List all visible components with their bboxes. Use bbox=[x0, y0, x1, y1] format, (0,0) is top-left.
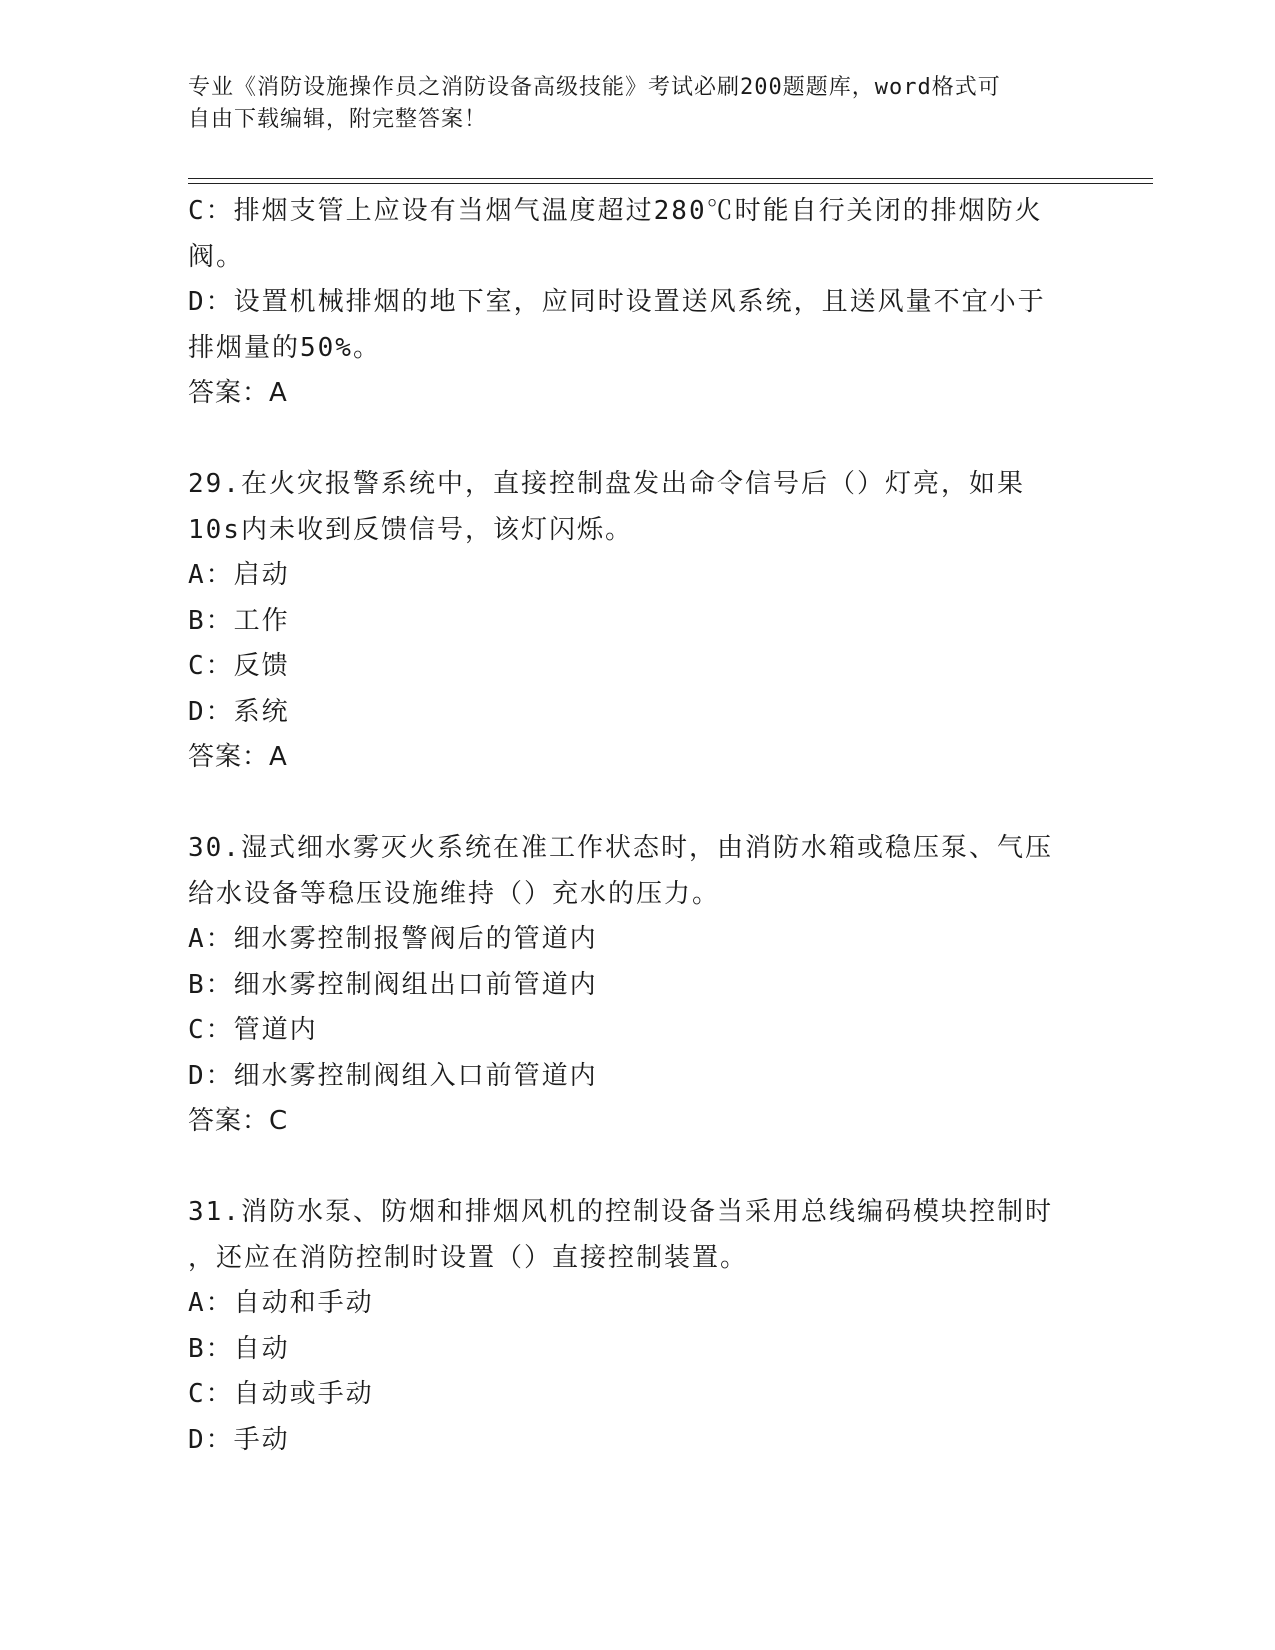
option-c-line-1: C：排烟支管上应设有当烟气温度超过280℃时能自行关闭的排烟防火 bbox=[188, 196, 1043, 226]
question-stem-line-2: 给水设备等稳压设施维持（）充水的压力。 bbox=[188, 878, 721, 909]
option-c: C：自动或手动 bbox=[188, 1379, 374, 1409]
option-d: D：手动 bbox=[188, 1424, 290, 1455]
header-rule-top bbox=[188, 178, 1153, 179]
question-block-30 bbox=[188, 826, 1088, 1145]
header-line-2: 自由下载编辑，附完整答案！ bbox=[188, 107, 488, 132]
question-stem-line-2: ，还应在消防控制时设置（）直接控制装置。 bbox=[188, 1242, 749, 1273]
option-d-line-1: D：设置机械排烟的地下室，应同时设置送风系统，且送风量不宜小于 bbox=[188, 287, 1046, 317]
question-list bbox=[188, 189, 1088, 1463]
spacer bbox=[188, 1145, 1088, 1191]
option-b: B：细水雾控制阀组出口前管道内 bbox=[188, 969, 598, 1000]
option-c: C：管道内 bbox=[188, 1015, 318, 1045]
question-stem-line-1: 31.消防水泵、防烟和排烟风机的控制设备当采用总线编码模块控制时 bbox=[188, 1197, 1053, 1227]
option-a: A：细水雾控制报警阀后的管道内 bbox=[188, 924, 598, 954]
spacer bbox=[188, 781, 1088, 827]
option-d: D：系统 bbox=[188, 696, 290, 727]
option-a: A：自动和手动 bbox=[188, 1288, 374, 1318]
answer-text: 答案：A bbox=[188, 742, 288, 772]
answer-text: 答案：C bbox=[188, 1106, 289, 1136]
option-b: B：工作 bbox=[188, 605, 290, 636]
document-header bbox=[188, 72, 1068, 136]
answer-text: 答案：A bbox=[188, 378, 288, 408]
option-d: D：细水雾控制阀组入口前管道内 bbox=[188, 1060, 598, 1091]
option-d-line-2: 排烟量的50%。 bbox=[188, 332, 381, 363]
header-rule-bottom bbox=[188, 183, 1153, 184]
option-c-line-2: 阀。 bbox=[188, 241, 245, 272]
option-b: B：自动 bbox=[188, 1333, 290, 1364]
option-c: C：反馈 bbox=[188, 651, 290, 681]
question-block-31 bbox=[188, 1190, 1088, 1463]
question-block-prev bbox=[188, 189, 1088, 417]
question-stem-line-1: 29.在火灾报警系统中，直接控制盘发出命令信号后（）灯亮，如果 bbox=[188, 469, 1025, 499]
header-line-1: 专业《消防设施操作员之消防设备高级技能》考试必刷200题题库，word格式可 bbox=[188, 75, 1001, 100]
question-stem-line-2: 10s内未收到反馈信号，该灯闪烁。 bbox=[188, 514, 633, 545]
question-stem-line-1: 30.湿式细水雾灭火系统在准工作状态时，由消防水箱或稳压泵、气压 bbox=[188, 833, 1053, 863]
option-a: A：启动 bbox=[188, 560, 290, 590]
spacer bbox=[188, 417, 1088, 463]
question-block-29 bbox=[188, 462, 1088, 781]
